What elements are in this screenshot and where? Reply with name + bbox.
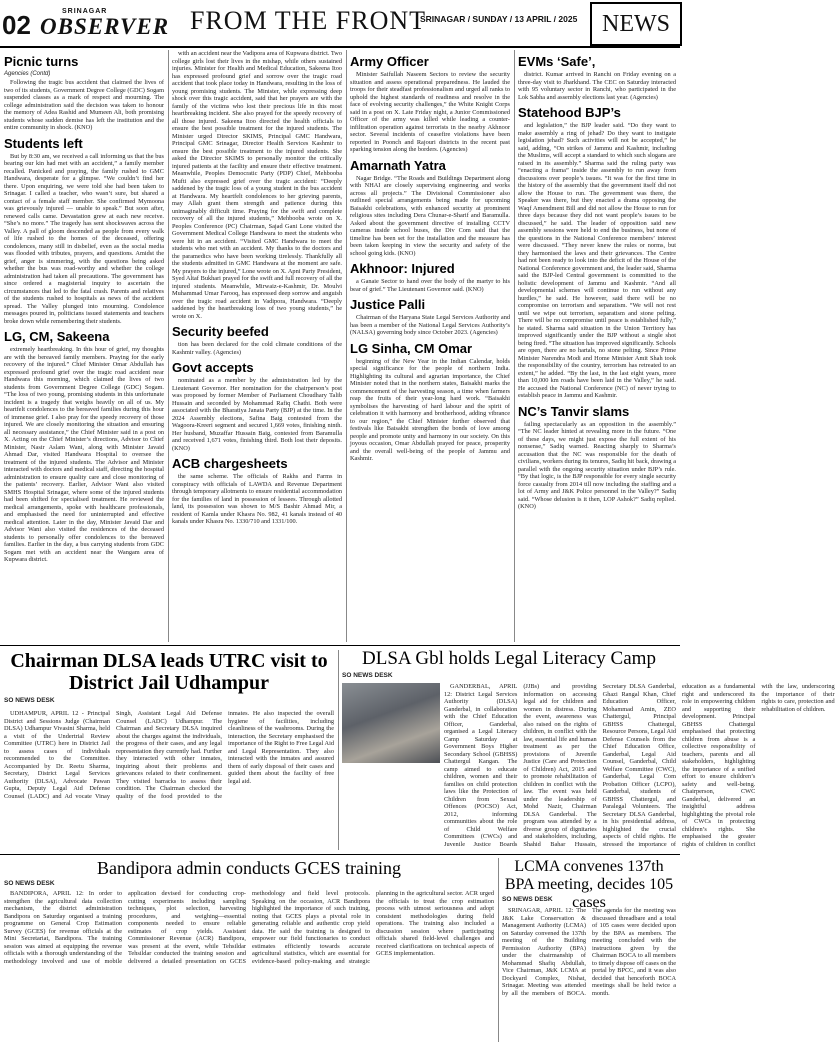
column-1 xyxy=(4,50,164,642)
dlsa-udhampur-body-wrap xyxy=(4,710,334,848)
amarnath-kicker: Amarnath Yatra xyxy=(350,157,446,173)
lcma-byline-wrap xyxy=(502,896,602,906)
section-title: FROM THE FRONT xyxy=(190,6,427,35)
statehood-body: and legislation,” the BJP leader said. “Do they want to make assembly a ring of jehad? Do they want to instigate legislation jehad? Such activities will not be accepted,” he said, adding, “On strikes of Jammu and Kashmir, including the Muslims, will accept a standard to which such slogans are raised in its assembly.” Sharma said the ruling party was “enacting a frama” inside the assembly to run away from discussions over people’s issues. “It was for the first time in the history of the assembly that the government itself did not allow the House to run. The government was there, the Speaker was there, but they enacted a drama opposing the Waqf Amendment Bill and did not allow the House to run for three days because they did not want people’s issues to be discussed,” he said. The leader of opposition said new assembly sessions were held to end the business, but none of the questions in the National Conference members’ interest were discussed. “They never knew the rules or norms, but they harmonised the laws and their grievances. The Centre had not been ready to look into the deficit of the House of the National Conference government and, the leader said, Sharma said the BJP-led Central government is committed to the holistic development of Jammu and Kashmir. “And all developmental schemes will continue to run without any hurdles,” he said. He however, said there will be no compromise on terrorism and separatism. “We will not rest until we wipe out terrorism, separatism and stone pelting. There will be no compromise until peace is established fully,” he stated. Sharma said situation in the Union Territory has improved significantly under the BJP without a single shot being fired. “The situation has improved significantly. Schools are open, there are no hartals, no stone pelting. Since Prime Minister Narendra Modi and Home Minister Amit Shah took the responsibility of the country, terrorism has retreated to an extent,” he added. “By the last, in the last eight years, more than 10,000 km roads have been laid in the Valley,” he said. He accused the National Conference (NC) of never trying to establish peace in Jammu and Kashmir. xyxy=(518,122,676,399)
brand-logo[interactable] xyxy=(40,8,170,42)
dlsa-gbl-byline-wrap xyxy=(342,672,442,682)
brand-name: OBSERVER xyxy=(40,14,170,39)
column-divider xyxy=(514,50,515,642)
evms-body: district. Kumar arrived in Ranchi on Friday evening on a three-day visit to Jharkhand. The CEC on Saturday interacted with 95 voluntary sector in Ranchi, who participated in the Lok Sabha and assembly elections last year. (Agencies) xyxy=(518,71,676,101)
dlsa-gbl-body: GANDERBAL, APRIL 12: District Legal Services Authority (DLSA) Ganderbal, in collaboration with the Chief Education Officer, Ganderbal, organised a Legal Literacy Camp Saturday at Government Boys Higher Secondary School (GBHSS) Chattergul Kangan. The camp aimed to educate children, women and their families on child protection laws like the Protection of Children from Sexual Offences (POCSO) Act, 2012, informing communities about the role of Child Welfare Committees (CWCs) and Juvenile Justice Boards (JJBs) and providing information on accessing legal aid for children and women in distress. During the event, awareness was also raised on the rights of children, in conflict with the law, essential life and human treatment as per the provisions of Juvenile Justice (Care and Protection of Children) Act, 2015 and to promote rehabilitation of children in conflict with the law. The event was held under the leadership of Mohd Nazir, Chairman DLSA Ganderbal. The program was attended by a diverse group of dignitaries and stakeholders, including, Shahid Bahar Hussain, Secretary DLSA Ganderbal, Ghazi Rangal Khan, Chief Education Officer, Mohammad Amin, ZEO Chattergul, Principal GBHSS Chattergul, Resource Persons, Legal Aid Defense Counsels from the Chief Education Office, Ganderbal, Legal Aid Counsel, Ganderbal, Child Welfare Committee (CWC), Ganderbal, Legal Com Probation Officer (LCPO), Ganderbal, students of GBHSS Chattergul, and Paralegal Volunteers. The Secretary DLSA Ganderbal, in his presidential address, highlighted the crucial aspects of child rights. He stressed the importance of education as a fundamental right and underscored its role in empowering children and supporting their development. Principal GBHSS Chattergul emphasised that protecting children from abuse is a collective responsibility of teachers, parents and all stakeholders, highlighting the importance of a unified effort to ensure children’s safety and well-being. Chairperson, CWC Ganderbal, delivered an insightful address highlighting the pivotal role of CWCs in protecting children’s rights. She emphasised the greater rights of children in conflict with the law, underscoring the importance of their rights to care, protection and rehabilitation of children. xyxy=(444,683,835,848)
justice-kicker: Justice Palli xyxy=(350,297,426,312)
column-divider xyxy=(346,50,347,642)
tanvir-body: failing spectacularly as an opposition in the assembly.” “The NC leader hinted at revealing more in the future. “One of these days, we might just expose the full extent of his nonsense,” Sadiq warned. Reacting sharply to Sharma’s accusation that the NC was responsible for the death of civilians, workers during its tenures, Sadiq hit back, drawing a parallel with the ongoing security situation under BJP’s rule. “By that logic, is the BJP responsible for every single security force casualty from 2014 till now including the staffing and a lot of Army and J&K Police personnel in the Valley?” Sadiq said. “Whose delusion is it then, LOP Ashok?” Sadiq replied. (KNO) xyxy=(518,420,676,510)
govt-kicker: Govt accepts xyxy=(172,360,254,375)
evms-kicker: EVMs ‘Safe’, xyxy=(518,54,596,69)
sinha-body: beginning of the New Year in the Indian Calendar, holds special significance for the people of northern India. Highlighting its cultural and agrarian importance, the Chief Minister noted that in the northern states, Baisakhi marks the commencement of the harvesting season, a time when farmers reap the fruits of their year-long hard work. “Baisakhi symbolises the harvesting of hard labour and the spirit of celebration it with harmony and brotherhood, adding vibrance to our region,” the Chief Minister further observed that festivals like Baisakhi strengthen the bonds of love among people and promote unity and harmony in our society. On this joyous occasion, Omar Abdullah prayed for peace, prosperity and the overall well-being of the people of Jammu and Kashmir. xyxy=(350,357,510,462)
band-rule xyxy=(0,645,680,646)
statehood-kicker: Statehood BJP’s xyxy=(518,105,621,120)
dlsa-udhampur-byline: SO NEWS DESK xyxy=(4,697,55,704)
bandipora-byline-wrap xyxy=(4,880,124,890)
army-body: Minister Saifullah Naseem Sectors to review the security situation and assess operational preparedness. He lauded the troops for their steadfast professionalism and urged all ranks to uphold the highest standards of readiness and resolve in the face of evolving security challenges,” the White Knight Corps said in a post on X. Late Friday night, a Junior Commissioned Officer of the army was killed while leading a counter-infiltration operation against terrorists in the nearby Akhnoor sector. Several incidents of ceasefire violations have been reported in Poonch and Rajouri districts in the recent past sparking tension along the borders. (Agencies) xyxy=(350,71,510,153)
masthead-rule xyxy=(0,46,680,48)
section-tag: NEWS xyxy=(590,2,682,46)
column-2 xyxy=(172,50,342,642)
govt-body: nominated as a member by the administration led by the Lieutenant Governor. Her nomination for the chairperson’s post was proposed by former Member of Parliament Choudhary Talib Hussain and seconded by Mohammad Rafiq Chathi. Both were associated with the Bharatiya Janata Party (BJP) at the time. In the 2024 Assembly elections, Safina Baig contested from the Wagoora-Kreeri segment and secured 1,669 votes, finishing ninth. Her husband, Muzaffar Hussain Baig, contested from Baramulla and received 1,671 votes, finishing third. Both lost their deposits. (KNO) xyxy=(172,377,342,452)
column-4 xyxy=(518,50,676,642)
dlsa-gbl-headline[interactable]: DLSA Gbl holds Legal Literacy Camp xyxy=(362,648,656,669)
army-kicker: Army Officer xyxy=(350,54,429,69)
bandipora-headline[interactable]: Bandipora admin conducts GCES training xyxy=(97,858,401,878)
security-kicker: Security beefed xyxy=(172,324,269,339)
acb-body: the same scheme. The officials of Rakhs and Farms in conspiracy with officials of LAWDA and Revenue Department through temporary allotments to ensure residential accommodation for the families of land in possession of lessees. Through allotted land, its possession was shown to M/S Bashir Ahmad Mir, a resident of Kamla under Khasra No. 982, 41 kanals instead of 40 kanals under Khasra No. 1330/710 and 1331/100. xyxy=(172,473,342,525)
dateline: SRINAGAR / SUNDAY / 13 APRIL / 2025 xyxy=(420,14,578,24)
band-rule xyxy=(0,854,680,855)
bandipora-body-wrap xyxy=(4,890,494,1040)
dlsa-gbl-byline: SO NEWS DESK xyxy=(342,672,393,679)
lg-kicker: LG, CM, Sakeena xyxy=(4,329,110,344)
column-divider xyxy=(338,650,339,850)
bandipora-byline: SO NEWS DESK xyxy=(4,880,55,887)
students-kicker: Students left xyxy=(4,135,83,151)
tanvir-kicker: NC’s Tanvir slams xyxy=(518,403,630,419)
picnic-byline: Agencies (Contd) xyxy=(4,71,51,77)
lcma-body: SRINAGAR, APRIL 12: The J&K Lake Conservation & Management Authority (LCMA) on Saturday convened the 137th meeting of the Building Permission Authority (BPA) under the chairmanship of Mohammad Shafiq Abdullah, Vice Chairman, J&K LCMA at Dockyard Complex, Nishat, Srinagar. Meeting was attended by all the members of BOCA. The agenda for the meeting was discussed threadbare and a total of 105 cases were decided upon by the BPA as members. The meeting concluded with the instructions given by the Chairman BOCA to all members to timely dispose off cases on the portal by BPCC, and it was also decided that henceforth BOCA meetings shall be held twice a month. xyxy=(502,907,676,997)
brand-city: SRINAGAR xyxy=(62,8,108,15)
security-body: tion has been declared for the cold climate conditions of the Kashmir valley. (Agencies) xyxy=(172,341,342,356)
students-body: But by 8:30 am, we received a call informing us that the bus bearing our kin had met with an accident,” a family member recalled. Panicked and praying, the family rushed to GMC Handwara, desperate for a glimpse. “We couldn’t find her there. Upon enquiring, we were told she had been taken to Srinagar. I called a teacher, who wasn’t sure, but shared a contact of a female staff member. She confirmed Mymoona was grievously injured — unable to speak.” But soon after, renewed calls came. Devastation grew at each new receive. “She’s no more.” The tragedy has sent shockwaves across the Valley. A pall of gloom descended as people from every walk of life rushed to the homes of the deceased, offering condolences, many still in disbelief, even as the social media was flooded with tributes, prayers, and questions. Amidst the grief, anger is simmering, with the questions being asked whether the bus was road-worthy and whether the college administration had taken all precautions. The government has since ordered a magisterial inquiry to ascertain the circumstances that led to the fatal crash. Parents and relatives of the students rushed to hospitals as news of the accident spread. The Valley plunged into mourning. Condolence messages poured in, politicians issued statements and teachers broke down while remembering their students. xyxy=(4,152,164,325)
justice-body: Chairman of the Haryana State Legal Services Authority and has been a member of the National Legal Services Authority’s (NALSA) governing body since October 2023. (Agencies) xyxy=(350,314,510,336)
column-3 xyxy=(350,50,510,642)
lg-body: extremely heartbreaking. In this hour of grief, my thoughts are with the bereaved family members. Praying for the early recovery of the injured.” Chief Minister Omar Abdullah has expressed profound grief over the tragic road accident near Handwara this morning, which claimed the lives of two students from Government Degree College (GDC) Sogam. “The loss of two young, promising students in this unfortunate incident is a tragedy that weighs heavily on all of us. My heartfelt condolences to the bereaved families during this hour of immense grief. I also pray for the speedy recovery of those injured. We are closely monitoring the situation and ensuring all necessary assistance,” the Chief Minister said in a post on X. Acting on the Chief Minister’s directions, Advisor to Chief Minister, Nasir Aslam Wani, along with Minister Javaid Ahmad Dar, visited Handwara Hospital to oversee the treatment of the injured students. The Advisor and Minister interacted with doctors and medical staff, directing the hospital administration to ensure quality care and close monitoring of the patients’ recovery. Earlier, Advisor Wani also visited SMHS Hospital Srinagar, where some of the injured students had been shifted for specialised treatment. He reviewed the medical arrangements, spoke with healthcare professionals, and emphasised the need for uninterrupted and effective medical attention. Later in the day, Minister Javaid Dar and Advisor Wani also visited the residences of the deceased students to personally offer condolences to the bereaved families. Earlier in the day, a bus carrying students from GDC Sogam met with an accident near the Wangam area of Kupwara district. xyxy=(4,346,164,563)
sinha-kicker: LG Sinha, CM Omar xyxy=(350,340,473,356)
akhnoor-body: a Ganaie Sector to hand over the body of the martyr to his bear of grief.” The Lieutenant Governor said. (KNO) xyxy=(350,278,510,293)
amarnath-body: Nagar Bridge. “The Roads and Buildings Department along with NHAI are closely supervising engineering and works across all projects.” The Divisional Commissioner also outlined special arrangements being made for upcoming Baisakhi celebrations, with enhanced security at prominent religious sites including Dera Chunar-e-Sharif and Baramulla. Asked about the government directive of installing CCTV cameras inside school buses, the Div Com said that the timeline has been set for the installation and the measure has been taken keeping in view the security and safety of the school going kids. (KNO) xyxy=(350,174,510,257)
bandipora-body: BANDIPORA, APRIL 12: In order to strengthen the agricultural data collection mechanism, the district administration Bandipora on Saturday organised a training programme on General Crop Estimation Survey (GCES) for revenue officials at the Mini Secretariat, Bandipora. The training session was aimed at equipping the revenue officials with a thorough understanding of the methodology involved and use of mobile application devised for conducting crop-cutting experiments including sampling techniques, plot selection, harvesting procedures, and weighing—essential components needed to ensure reliable estimates of crop yields. Assistant Commissioner Revenue (ACR) Bandipora, was present at the event, while Tehsildar Tehsildar conducted the training session and delivered a detailed presentation on GCES methodology and field level protocols. Speaking on the occasion, ACR Bandipora highlighted the importance of such training, noting that GCES plays a pivotal role in generating reliable and authentic crop yield data. He said the training is designed to empower our field functionaries to conduct estimates efficiently towards accurate agricultural statistics, which are essential for evidence-based policy-making and strategic planning in the agricultural sector. ACR urged the officials to treat the crop estimation process with utmost seriousness and adopt consistent methodologies during field operations. The training also included a discussion session where participating officials shared field-level challenges and received clarifications on technical aspects of GCES implementation. xyxy=(4,890,494,965)
masthead xyxy=(0,0,680,46)
page-number: 02 xyxy=(2,10,31,40)
dlsa-udhampur-headline[interactable]: Chairman DLSA leads UTRC visit to District Jail Udhampur xyxy=(10,650,328,694)
lcma-headline[interactable]: LCMA convenes 137th BPA meeting, decides 105 cases xyxy=(504,858,674,911)
column-divider xyxy=(168,50,169,642)
dlsa-gbl-body-wrap xyxy=(444,683,835,849)
lcma-body-wrap xyxy=(502,907,676,1041)
lcma-byline: SO NEWS DESK xyxy=(502,896,553,903)
dlsa-udhampur-body: UDHAMPUR, APRIL 12 - Principal District and Sessions Judge (Chairman DLSA) Udhampur Vivasini Sharma, held a visit of the Undertrial Review Committee (UTRC) here in District Jail to assess cases of individuals recommended to the Committee. Accompanied by Dr. Reetu Sharma, Secretary, District Legal Services Authority (DLSA), Advocate Pawan Gupta, Deputy Legal Aid Defense Counsel (LADC) and Ad vocate Vinay Singh, Assistant Legal Aid Defense Counsel (LADC) Udhampur. The Chairman and Secretary DLSA inquired about the charges against the individuals, the progress of their cases, and any legal representation they currently had. Further they interacted with other inmates, inquiring about their problems and grievances related to their confinement. They visited barracks to assess their condition. The Chairman checked the quality of the food provided to the inmates. He also inspected the overall hygiene of facilities, including cleanliness of the washrooms. During the interaction, the Secretary emphasised the importance of the Right to Free Legal Aid and Legal Representation. They also interacted with the inmates and assured them of early disposal of their cases and guided them about the facility of free legal aid. xyxy=(4,710,334,800)
column-divider xyxy=(498,858,499,1042)
picnic-body: Following the tragic bus accident that claimed the lives of two of its students, Government Degree College (GDC) Sogam suspended classes as a mark of respect and mourning. The college administration said the decision was taken to honour the memory of Adea Rashid and Mumeen Ali, both promising students whose sudden demise has left the institution and the entire community in shock. (KNO) xyxy=(4,79,164,131)
akhnoor-kicker: Akhnoor: Injured xyxy=(350,261,455,276)
picnic-kicker: Picnic turns xyxy=(4,54,79,69)
centre-body: with an accident near the Vadipora area of Kupwara district. Two college girls lost their lives in the mishap, while others sustained injuries. Minister for Health and Medical Education, Sakeena Itoo has expressed profound grief and sorrow over the tragic road accident that took place today in Handwara, resulting in the loss of young promising students. The Minister, while expressing deep shock over this tragic accident, said that her prayers are with the family of the victims who lost their precious life in this most heartbreaking incident. She also prayed for the speedy recovery of all those injured. Sakeena Itoo directed the health officials to ensure the best possible treatment for the injured students. The Minister urged Director SKIMS, Principal GMC Handwara, Principal GMC Srinagar, Director Health Services Kashmir to ensure the best possible treatment to the injured students. She asked the Director SKIMS to personally monitor the critically injured patients at the facility and ensure their effective treatment. Meanwhile, Peoples Democratic Party (PDP) Chief, Mehbooba Mufti also expressed grief over the tragic accident: “Deeply saddened by the tragic loss of a young student in the bus accident at Handwara. My heartfelt condolences to her grieving parents, may Allah grant them strength and patience during this unimaginably difficult time. Praying for the swift and complete recovery of all the injured students,” Mehbooba wrote on X. Peoples Conference (PC) Chairman, Sajad Gani Lone visited the Government Medical College Handwara to meet the students who were hit in an accident. “Visited GMC Handwara to meet the students who met with an accident. My thanks to the doctors and the paramedics who have been working tirelessly. Thankfully all the students admitted in GMC Handwara at the moment are safe. My prayers to the injured,” Lone wrote on X. Apni Party President, Syed Altaf Bukhari prayed for the swift and full recovery of all the injured students. Meanwhile, Mirwaiz-e-Kashmir, Dr. Moulvi Muhammad Umar Farooq, has expressed deep sorrow and anguish over the tragic road accident in Vadipora, Handwara. “Deeply saddened by the heartbreaking loss of two young students,” he wrote on X. xyxy=(172,50,342,320)
acb-kicker: ACB chargesheets xyxy=(172,456,288,471)
legal-camp-photo xyxy=(342,683,440,763)
